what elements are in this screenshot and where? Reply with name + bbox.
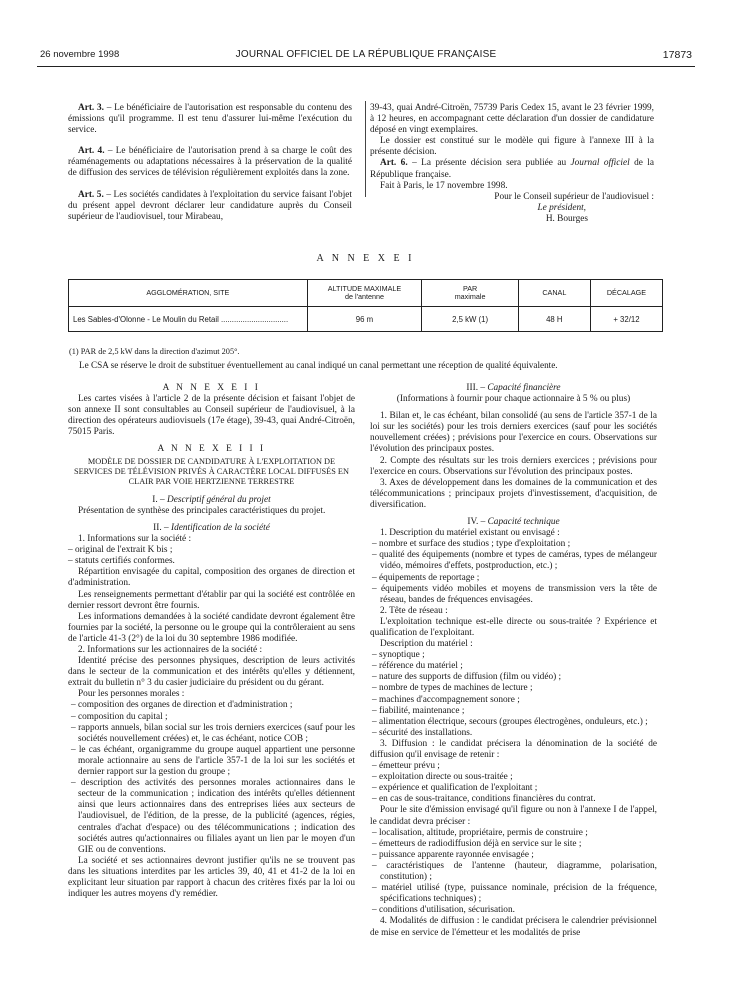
exploitation-paragraph: L'exploitation technique est-elle directe ou sous-traitée ? Expérience et qualification de l'exploitant. bbox=[370, 616, 657, 638]
list-item: – exploitation directe ou sous-traitée ; bbox=[372, 772, 513, 783]
list-item: – référence du matériel ; bbox=[372, 661, 463, 672]
list-item: – fiabilité, maintenance ; bbox=[372, 705, 465, 716]
list-item: – machines d'accompagnement sonore ; bbox=[372, 694, 520, 705]
col-header-canal: CANAL bbox=[518, 280, 590, 307]
cell-altitude: 96 m bbox=[307, 307, 422, 332]
article-3: Art. 3. – Le bénéficiaire de l'autorisation est responsable du contenu des émissions qu'il programme. Il est tenu d'assurer lui-même l'exécution du service. bbox=[68, 103, 353, 136]
list-item: – en cas de sous-traitance, conditions financières du contrat. bbox=[372, 794, 596, 805]
section-3-3: 3. Axes de développement dans les domaines de la communication et des télécommunications ; principaux projets d'investissement, d'acquisition, de diversification. bbox=[370, 477, 657, 510]
societe-paragraph: La société et ses actionnaires devront justifier qu'ils ne se trouvent pas dans les situations interdites par les articles 39, 40, 41 et 41-2 de la loi en explicitant leur situation par rapport à chacun des critères fixés par la loi ou indiquer les autres moyens d'y remédier. bbox=[68, 855, 355, 900]
identite-paragraph: Identité précise des personnes physiques, description de leurs activités dans le secteur de la communication et des intérêts qu'elles y détiennent, extrait du bulletin n° 3 du casier judiciaire du président ou du gérant. bbox=[68, 656, 355, 689]
section-3-heading: III. – Capacité financière bbox=[466, 383, 561, 393]
personnes-morales-intro: Pour les personnes morales : bbox=[78, 689, 185, 700]
section-3-1: 1. Bilan et, le cas échéant, bilan consolidé (au sens de l'article 357-1 de la loi sur les sociétés) pour les trois derniers exercices (sauf pour les sociétés nouvellement créées) ; prévisions pour l'exercice en cours. Observations sur l'évolution des principaux postes. bbox=[370, 411, 657, 455]
list-item: – émetteur prévu ; bbox=[372, 761, 440, 772]
column-divider bbox=[365, 101, 366, 197]
list-item: – équipements de reportage ; bbox=[372, 572, 480, 583]
list-item: – statuts certifiés conformes. bbox=[68, 556, 175, 567]
list-item: – qualité des équipements (nombre et types de caméras, types de mélangeur vidéo, mémoires d'effets, postproduction, etc.) ; bbox=[372, 550, 657, 572]
annex-2-text: Les cartes visées à l'article 2 de la présente décision et faisant l'objet de son annexe II sont consultables au Conseil supérieur de l'audiovisuel, à la direction des opérateurs audiovisuels (17e étage), 39-43, quai André-Citroën, 75015 Paris. bbox=[68, 394, 355, 438]
list-item: – alimentation électrique, secours (groupes électrogènes, onduleurs, etc.) ; bbox=[372, 716, 648, 727]
description-intro: Description du matériel : bbox=[380, 639, 473, 650]
page-header bbox=[40, 49, 692, 63]
section-4-2: 2. Tête de réseau : bbox=[380, 605, 448, 616]
signature-org: Pour le Conseil supérieur de l'audiovisuel : bbox=[494, 191, 654, 202]
cell-canal: 48 H bbox=[518, 307, 590, 332]
journal-title: JOURNAL OFFICIEL DE LA RÉPUBLIQUE FRANÇAISE bbox=[235, 49, 497, 60]
top-right-column bbox=[370, 103, 654, 225]
list-item: – original de l'extrait K bis ; bbox=[68, 545, 173, 556]
section-2-heading: II. – Identification de la société bbox=[153, 522, 270, 533]
list-item: – nature des supports de diffusion (film ou vidéo) ; bbox=[372, 672, 562, 683]
article-6: Art. 6. – La présente décision sera publiée au Journal officiel de la République française. bbox=[370, 158, 654, 180]
annex-1-title: A N N E X E I bbox=[316, 253, 415, 264]
list-item: – synoptique ; bbox=[372, 650, 425, 661]
table-header-row bbox=[69, 280, 663, 307]
list-item: – équipements vidéo mobiles et moyens de transmission vers la tête de réseau, bandes de fréquences envisagées. bbox=[372, 583, 657, 605]
list-item: – nombre et surface des studios ; type d'exploitation ; bbox=[372, 539, 571, 550]
annex-1-table bbox=[68, 279, 663, 332]
renseignements-paragraph: Les renseignements permettant d'établir par qui la société est contrôlée en dernier ressort devront être fournis. bbox=[68, 589, 355, 611]
annex-3-title: A N N E X E I I I bbox=[157, 444, 266, 455]
signature-name: H. Bourges bbox=[545, 213, 588, 224]
dossier-paragraph: Le dossier est constitué sur le modèle qui figure à l'annexe III à la présente décision. bbox=[370, 136, 654, 158]
deadline-paragraph: 39-43, quai André-Citroën, 75739 Paris Cedex 15, avant le 23 février 1999, à 12 heures, en accompagnant cette déclaration d'un dossier de candidature déposé en vingt exemplaires. bbox=[370, 103, 654, 136]
list-item: – le cas échéant, organigramme du groupe auquel appartient une personne morale actionnaire au sens de l'article 357-1 de la loi sur les sociétés et dernier rapport sur la gestion du groupe ; bbox=[71, 744, 355, 778]
list-item: – conditions d'utilisation, sécurisation. bbox=[372, 905, 515, 916]
section-4-heading: IV. – Capacité technique bbox=[467, 517, 560, 528]
section-1-heading: I. – Descriptif général du projet bbox=[152, 494, 271, 505]
section-4-4: 4. Modalités de diffusion : le candidat précisera le calendrier prévisionnel de mise en service de l'émetteur et les modalités de prise bbox=[370, 916, 657, 938]
list-item: – composition du capital ; bbox=[71, 711, 168, 722]
col-header-site: AGGLOMÉRATION, SITE bbox=[69, 280, 308, 307]
cell-site: Les Sables-d'Olonne - Le Moulin du Retail ............................... bbox=[69, 307, 308, 332]
section-3-subheading: (Informations à fournir pour chaque actionnaire à 5 % ou plus) bbox=[396, 394, 631, 405]
table-row bbox=[69, 307, 663, 332]
list-item: – localisation, altitude, propriétaire, permis de construire ; bbox=[372, 827, 588, 838]
repartition-paragraph: Répartition envisagée du capital, composition des organes de direction et d'administration. bbox=[68, 567, 355, 589]
table-footnote: (1) PAR de 2,5 kW dans la direction d'azimut 205°. bbox=[69, 347, 240, 356]
csa-note: Le CSA se réserve le droit de substituer éventuellement au canal indiqué un canal permettant une réception de qualité équivalente. bbox=[79, 360, 558, 370]
bottom-left-column bbox=[68, 383, 355, 900]
annex-3-subtitle: MODÈLE DE DOSSIER DE CANDIDATURE À L'EXPLOITATION DE SERVICES DE TÉLÉVISION PRIVÉS À CARACTÈRE LOCAL DIFFUSÉS EN CLAIR PAR VOIE HERTZIENNE TERRESTRE bbox=[74, 456, 349, 487]
cell-decalage: + 32/12 bbox=[590, 307, 662, 332]
section-4-1: 1. Description du matériel existant ou envisagé : bbox=[380, 528, 560, 539]
section-3-2: 2. Compte des résultats sur les trois derniers exercices ; prévisions pour l'exercice en cours. Observations sur l'évolution des principaux postes. bbox=[370, 455, 657, 477]
list-item: – émetteurs de radiodiffusion déjà en service sur le site ; bbox=[372, 838, 582, 849]
list-item: – composition des organes de direction et d'administration ; bbox=[71, 700, 293, 711]
issue-date: 26 novembre 1998 bbox=[40, 49, 120, 60]
section-2-2: 2. Informations sur les actionnaires de la société : bbox=[78, 645, 263, 655]
list-item: – sécurité des installations. bbox=[372, 727, 473, 738]
list-item: – matériel utilisé (type, puissance nominale, précision de la fréquence, spécifications techniques) ; bbox=[372, 883, 657, 905]
list-item: – nombre de types de machines de lecture ; bbox=[372, 683, 533, 694]
header-rule bbox=[37, 66, 695, 67]
list-item: – rapports annuels, bilan social sur les trois derniers exercices (sauf pour les sociétés nouvellement créées) et, le cas échéant, notice COB ; bbox=[71, 722, 355, 744]
page-number: 17873 bbox=[662, 49, 692, 61]
col-header-decalage: DÉCALAGE bbox=[590, 280, 662, 307]
cell-par: 2,5 kW (1) bbox=[422, 307, 518, 332]
section-1-text: Présentation de synthèse des principales caractéristiques du projet. bbox=[78, 505, 326, 516]
signature-date: Fait à Paris, le 17 novembre 1998. bbox=[380, 180, 508, 191]
signature-title: Le président, bbox=[537, 202, 586, 213]
section-4-3: 3. Diffusion : le candidat précisera la dénomination de la société de diffusion qu'il envisage de retenir : bbox=[370, 738, 657, 760]
list-item: – expérience et qualification de l'exploitant ; bbox=[372, 783, 538, 794]
list-item: – description des activités des personnes morales actionnaires dans le secteur de la communication ; indication des intérêts qu'elles détiennent ainsi que leurs actionnaires dans des entreprises liées aux secteurs de l'audiovisuel, de l'édition, de la presse, de la publicité (agences, régies, centrales d'achat d'espace) ou des télécommunications ; indication des sociétés autres qu'actionnaires ou filiales ayant un lien par le moyen d'un GIE ou de conventions. bbox=[71, 778, 355, 855]
annex-2-title: A N N E X E I I bbox=[162, 383, 261, 393]
bottom-right-column bbox=[370, 383, 657, 939]
informations-paragraph: Les informations demandées à la société candidate devront également être fournies par la société, la personne ou le groupe qui la contrôleraient au sens de l'article 41-3 (2°) de la loi du 30 septembre 1986 modifiée. bbox=[68, 611, 355, 644]
article-5: Art. 5. – Les sociétés candidates à l'exploitation du service faisant l'objet du présent appel devront déclarer leur candidature auprès du Conseil supérieur de l'audiovisuel, tour Mirabeau, bbox=[68, 189, 352, 222]
col-header-par: PAR maximale bbox=[422, 280, 518, 307]
article-4: Art. 4. – Le bénéficiaire de l'autorisation prend à sa charge le coût des réaménagements ou adaptations nécessaires à la préservation de la qualité de diffusion des services de télévision régulièrement exploités dans la zone. bbox=[68, 146, 353, 179]
list-item: – caractéristiques de l'antenne (hauteur, diagramme, polarisation, constitution) ; bbox=[372, 860, 657, 883]
section-2-1: 1. Informations sur la société : bbox=[78, 534, 192, 545]
top-left-column bbox=[68, 103, 352, 223]
site-paragraph: Pour le site d'émission envisagé qu'il figure ou non à l'annexe I de l'appel, le candidat devra préciser : bbox=[370, 805, 657, 827]
col-header-altitude: ALTITUDE MAXIMALE de l'antenne bbox=[307, 280, 422, 307]
list-item: – puissance apparente rayonnée envisagée ; bbox=[372, 849, 534, 860]
